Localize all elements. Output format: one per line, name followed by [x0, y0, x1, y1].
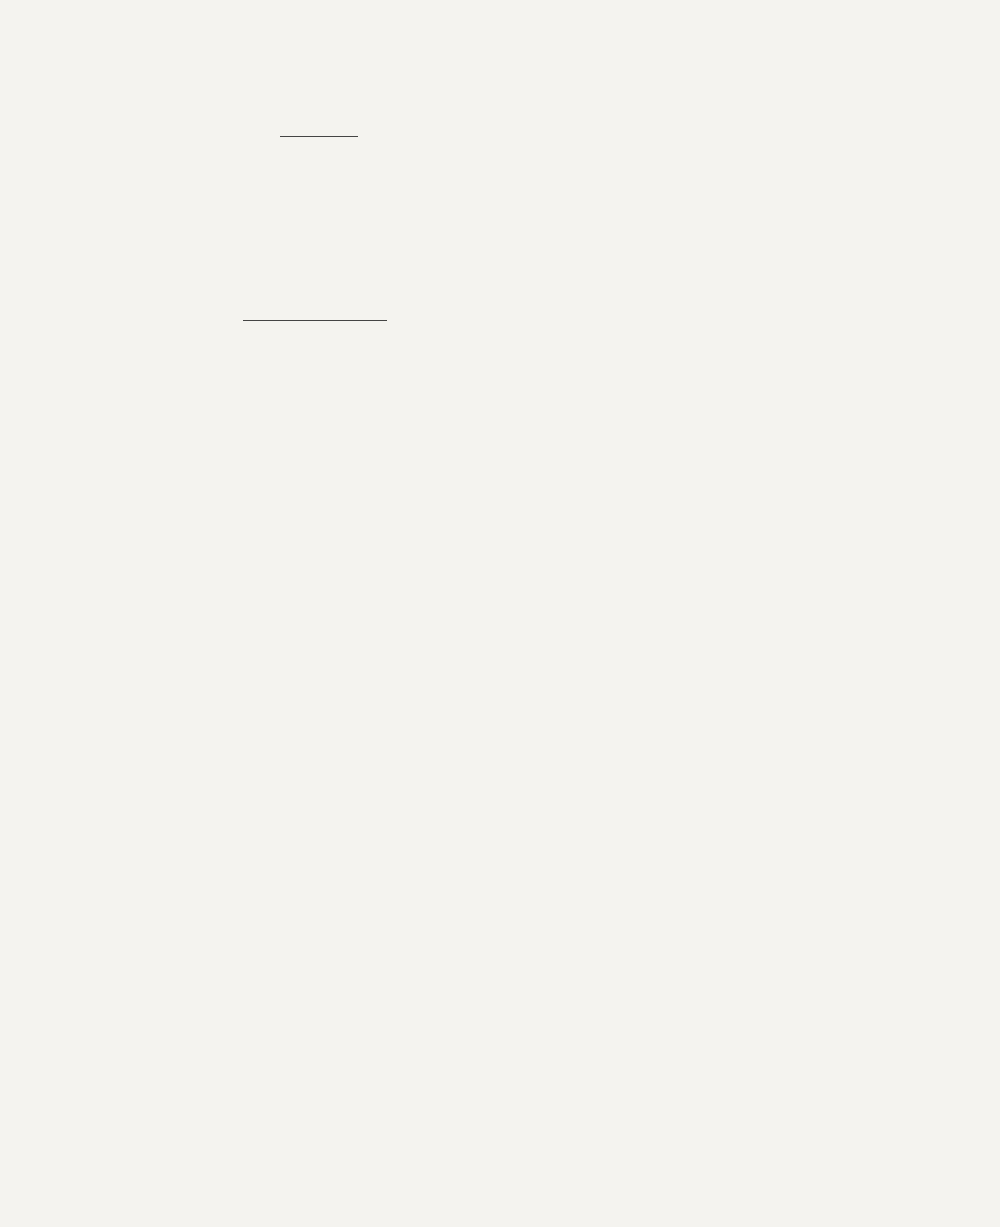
- separator-rule: [243, 320, 387, 321]
- top-rule: [280, 136, 358, 137]
